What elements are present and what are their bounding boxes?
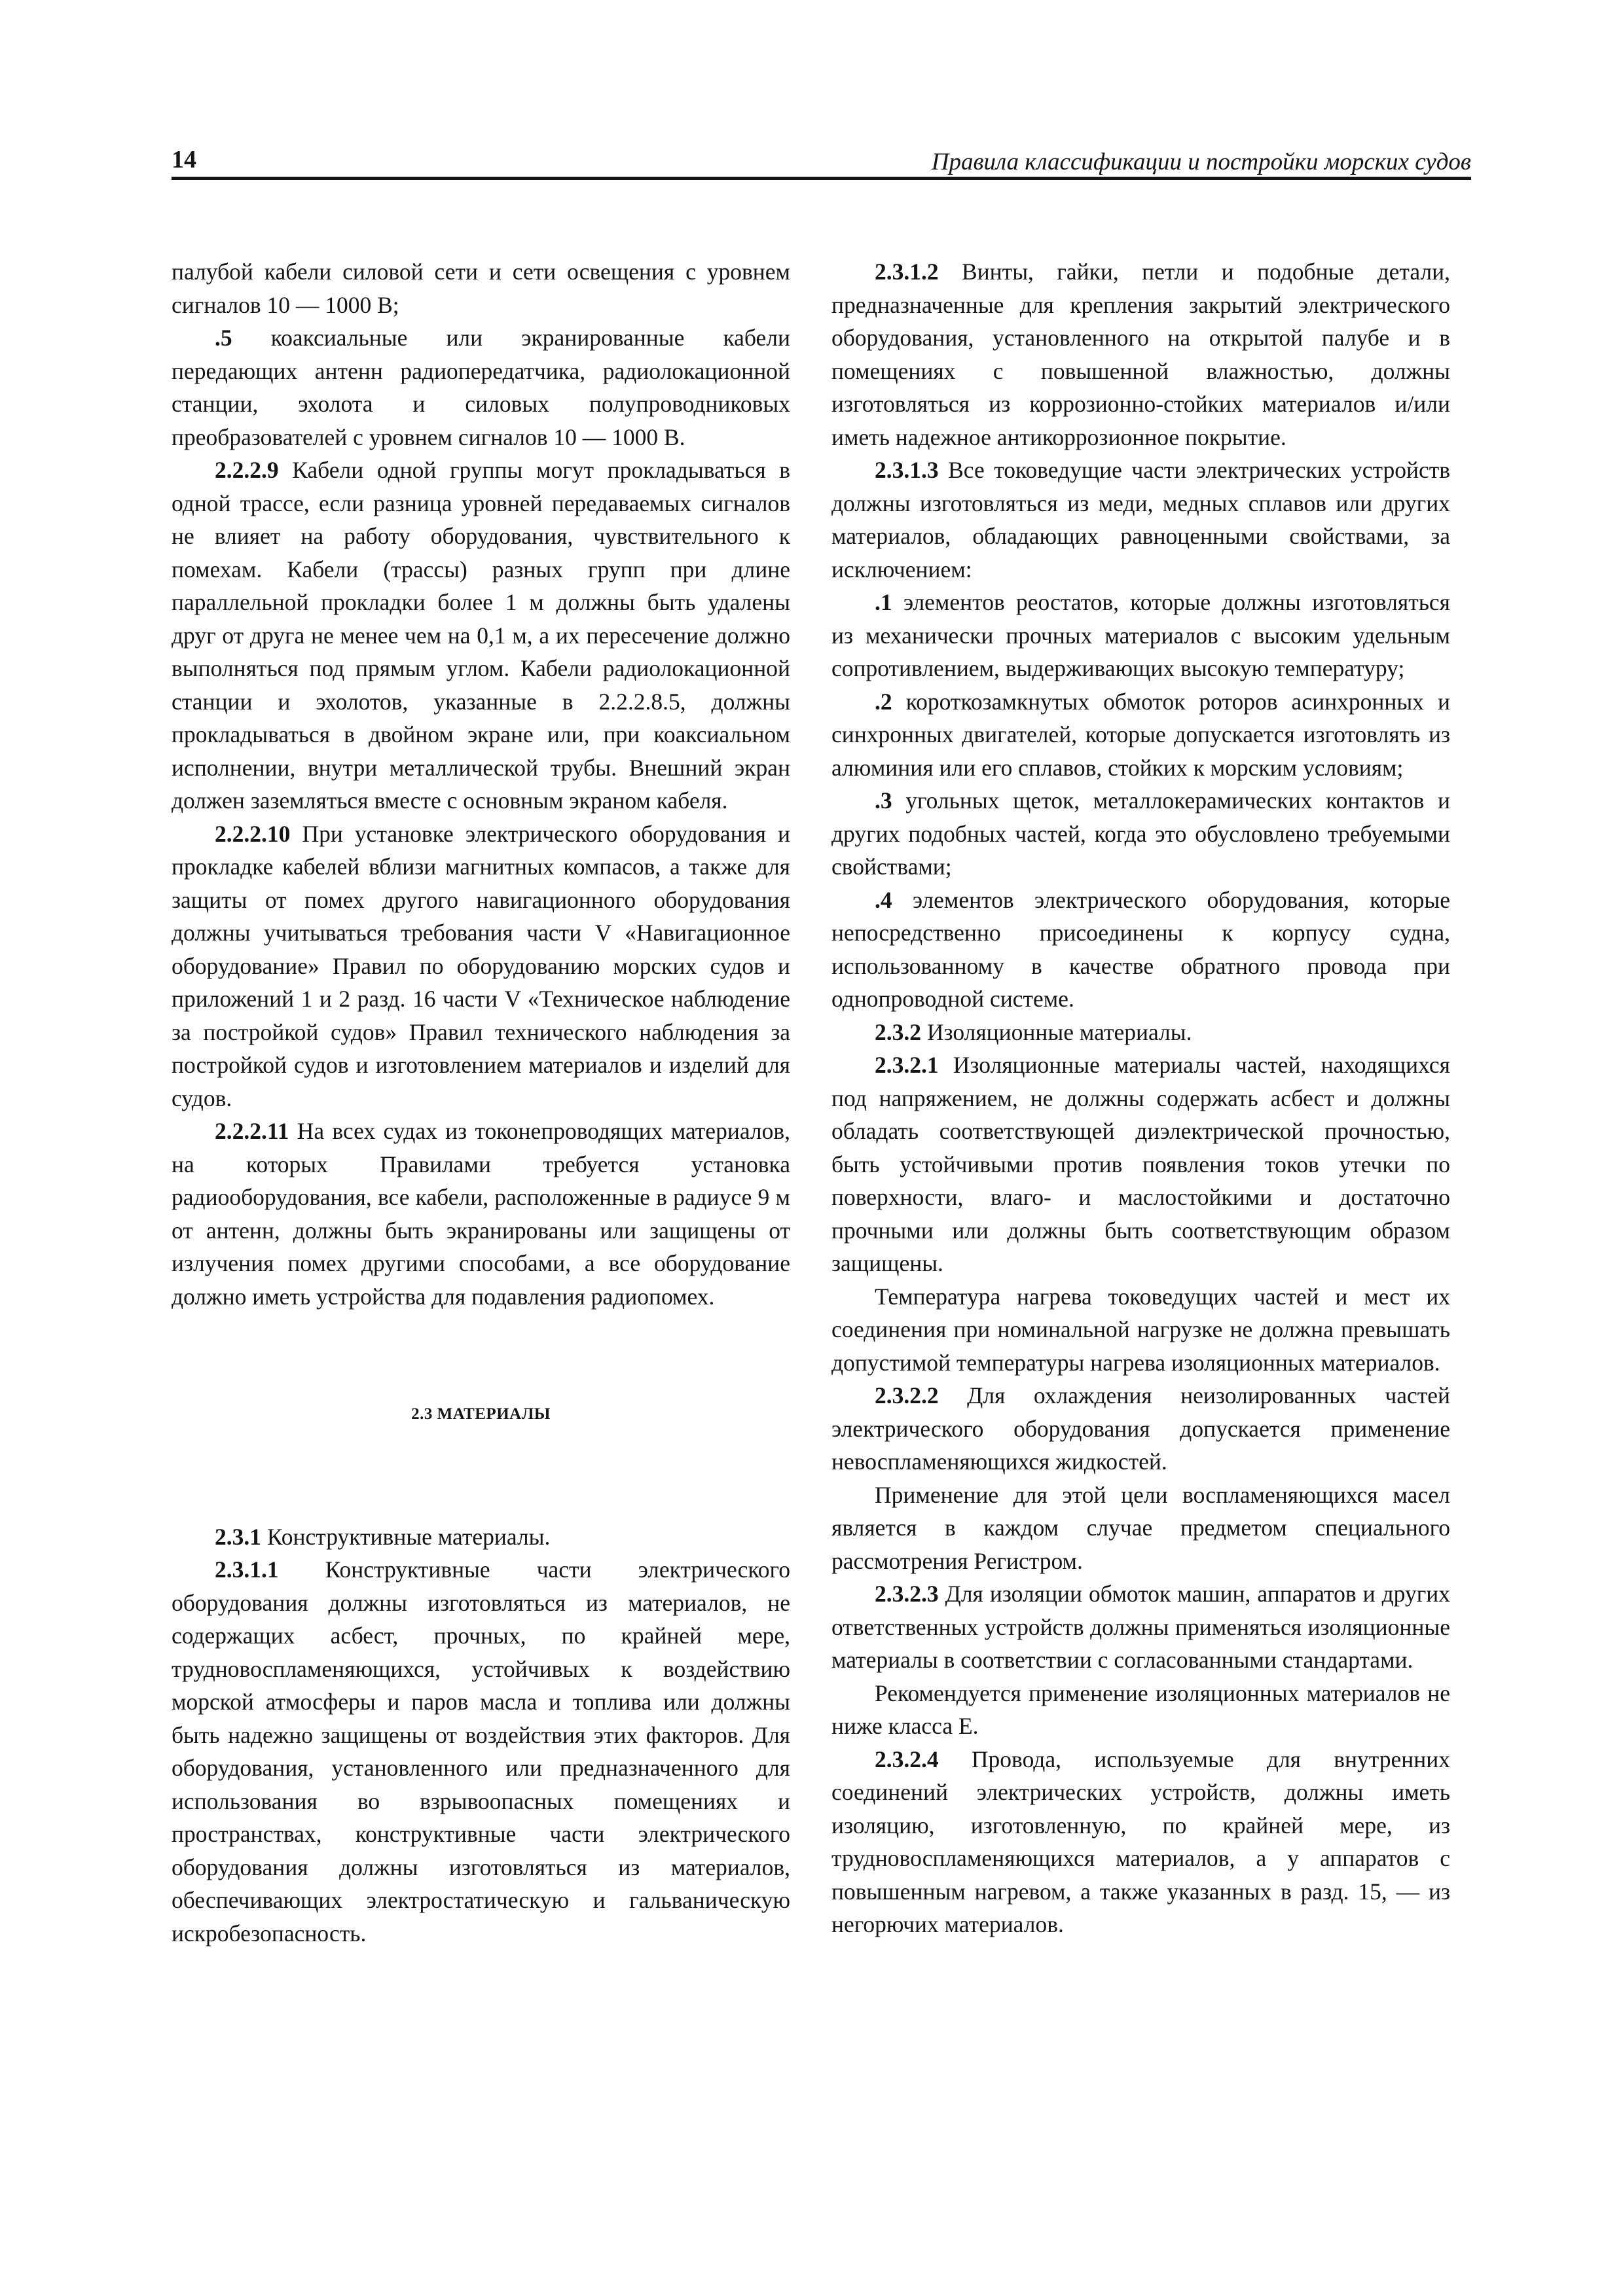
paragraph xyxy=(831,685,1450,785)
paragraph-text: Винты, гайки, петли и подобные детали, предназначенные для крепления закрытий электрического оборудования, установленного на открытой палубе и в помещениях с повышенной влажностью, должны изготовляться из коррозионно-стойких материалов и/или иметь надежное антикоррозионное покрытие. xyxy=(831,259,1450,450)
paragraph: палубой кабели силовой сети и сети освещения с уровнем сигналов 10 — 1000 В; xyxy=(172,259,790,318)
section-heading: 2.3 МАТЕРИАЛЫ xyxy=(411,1405,551,1423)
item-number: .2 xyxy=(875,688,892,715)
clause-number: 2.2.2.9 xyxy=(215,457,279,483)
paragraph xyxy=(831,1049,1450,1280)
item-number: .1 xyxy=(875,589,892,615)
item-number: .5 xyxy=(215,325,232,351)
clause-number: 2.3.2.3 xyxy=(875,1581,939,1607)
subsection-title xyxy=(831,1016,1450,1049)
paragraph xyxy=(831,454,1450,586)
right-column xyxy=(831,255,1450,1941)
paragraph xyxy=(831,1577,1450,1677)
clause-number: 2.3.1 xyxy=(215,1523,261,1550)
paragraph-text: На всех судах из токонепроводящих материалов, на которых Правилами требуется установка радиооборудования, все кабели, расположенные в радиусе 9 м от антенн, должны быть экранированы или защищены от излучения помех другими способами, а все оборудование должно иметь устройства для подавления радиопомех. xyxy=(172,1118,790,1310)
paragraph: Температура нагрева токоведущих частей и мест их соединения при номинальной нагрузке не должна превышать допустимой температуры нагрева изоляционных материалов. xyxy=(831,1283,1450,1376)
paragraph-text: Изоляционные материалы. xyxy=(921,1018,1192,1045)
item-number: .3 xyxy=(875,787,892,814)
paragraph-text: Конструктивные части электрического оборудования должны изготовляться из материалов, не содержащих асбест, прочных, по крайней мере, трудновоспламеняющихся, устойчивых к воздействию морской атмосферы и паров масла и топлива или должны быть надежно защищены от воздействия этих факторов. Для оборудования, установленного или предназначенного для использования во взрывоопасных помещениях и пространствах, конструктивные части электрического оборудования должны изготовляться из материалов, обеспечивающих электростатическую и гальваническую искробезопасность. xyxy=(172,1556,790,1946)
paragraph-text: коаксиальные или экранированные кабели передающих антенн радиопередатчика, радиолокационной станции, эхолота и силовых полупроводниковых преобразователей с уровнем сигналов 10 — 1000 В. xyxy=(172,325,790,450)
clause-number: 2.3.1.3 xyxy=(875,457,939,483)
paragraph xyxy=(172,817,790,1115)
paragraph-text: Для охлаждения неизолированных частей электрического оборудования допускается применение невоспламеняющихся жидкостей. xyxy=(831,1382,1450,1475)
paragraph-text: Изоляционные материалы частей, находящихся под напряжением, не должны содержать асбест и должны обладать соответствующей диэлектрической прочностью, быть устойчивыми против появления токов утечки по поверхности, влаго- и маслостойкими и достаточно прочными или должны быть соответствующим образом защищены. xyxy=(831,1052,1450,1276)
clause-number: 2.3.2.4 xyxy=(875,1746,939,1772)
paragraph-text: Для изоляции обмоток машин, аппаратов и других ответственных устройств должны применяться изоляционные материалы в соответствии с согласованными стандартами. xyxy=(831,1581,1450,1673)
paragraph xyxy=(831,784,1450,884)
clause-number: 2.3.1.1 xyxy=(215,1556,279,1583)
clause-number: 2.3.2 xyxy=(875,1018,921,1045)
clause-number: 2.3.2.1 xyxy=(875,1052,939,1078)
paragraph-text: При установке электрического оборудования и прокладке кабелей вблизи магнитных компасов, а также для защиты от помех другого навигационного оборудования должны учитываться требования части V «Навигационное оборудование» Правил по оборудованию морских судов и приложений 1 и 2 разд. 16 части V «Техническое наблюдение за постройкой судов» Правил технического наблюдения за постройкой судов и изготовлением материалов и изделий для судов. xyxy=(172,820,790,1111)
paragraph xyxy=(172,1553,790,1950)
item-number: .4 xyxy=(875,886,892,913)
clause-number: 2.2.2.11 xyxy=(215,1118,289,1144)
paragraph xyxy=(831,1379,1450,1479)
paragraph-text: Провода, используемые для внутренних соединений электрических устройств, должны иметь изоляцию, изготовленную, по крайней мере, из трудновоспламеняющихся материалов, а у аппаратов с повышенным нагревом, а также указанных в разд. 15, — из негорючих материалов. xyxy=(831,1746,1450,1937)
clause-number: 2.3.1.2 xyxy=(875,259,939,285)
running-title: Правила классификации и постройки морских судов xyxy=(931,149,1471,175)
left-column xyxy=(172,255,790,1950)
header-rule xyxy=(172,177,1471,180)
paragraph xyxy=(831,586,1450,685)
paragraph-text: элементов реостатов, которые должны изготовляться из механически прочных материалов с высоким удельным сопротивлением, выдерживающих высокую температуру; xyxy=(831,589,1450,681)
paragraph-text: Конструктивные материалы. xyxy=(261,1523,551,1550)
page-number: 14 xyxy=(172,146,196,173)
paragraph-text: короткозамкнутых обмоток роторов асинхронных и синхронных двигателей, которые допускается изготовлять из алюминия или его сплавов, стойких к морским условиям; xyxy=(831,688,1450,781)
paragraph xyxy=(831,1743,1450,1941)
paragraph-text: элементов электрического оборудования, которые непосредственно присоединены к корпусу судна, использованному в качестве обратного провода при однопроводной системе. xyxy=(831,886,1450,1012)
paragraph xyxy=(172,454,790,817)
paragraph: Рекомендуется применение изоляционных материалов не ниже класса E. xyxy=(831,1679,1450,1739)
clause-number: 2.3.2.2 xyxy=(875,1382,939,1408)
paragraph-text: угольных щеток, металлокерамических контактов и других подобных частей, когда это обусловлено требуемыми свойствами; xyxy=(831,787,1450,880)
paragraph xyxy=(172,1115,790,1313)
paragraph xyxy=(831,884,1450,1016)
paragraph xyxy=(172,321,790,454)
paragraph-text: Кабели одной группы могут прокладываться в одной трассе, если разница уровней передаваемых сигналов не влияет на работу оборудования, чувствительного к помехам. Кабели (трассы) разных групп при длине параллельной прокладки более 1 м должны быть удалены друг от друга не менее чем на 0,1 м, а их пересечение должно выполняться под прямым углом. Кабели радиолокационной станции и эхолотов, указанные в 2.2.2.8.5, должны прокладываться в двойном экране или, при коаксиальном исполнении, внутри металлической трубы. Внешний экран должен заземляться вместе с основным экраном кабеля. xyxy=(172,457,790,814)
paragraph xyxy=(831,255,1450,454)
clause-number: 2.2.2.10 xyxy=(215,820,291,847)
paragraph-text: Все токоведущие части электрических устройств должны изготовляться из меди, медных сплавов или других материалов, обладающих равноценными свойствами, за исключением: xyxy=(831,457,1450,583)
paragraph: Применение для этой цели воспламеняющихся масел является в каждом случае предметом специального рассмотрения Регистром. xyxy=(831,1481,1450,1574)
subsection-title xyxy=(172,1520,790,1554)
